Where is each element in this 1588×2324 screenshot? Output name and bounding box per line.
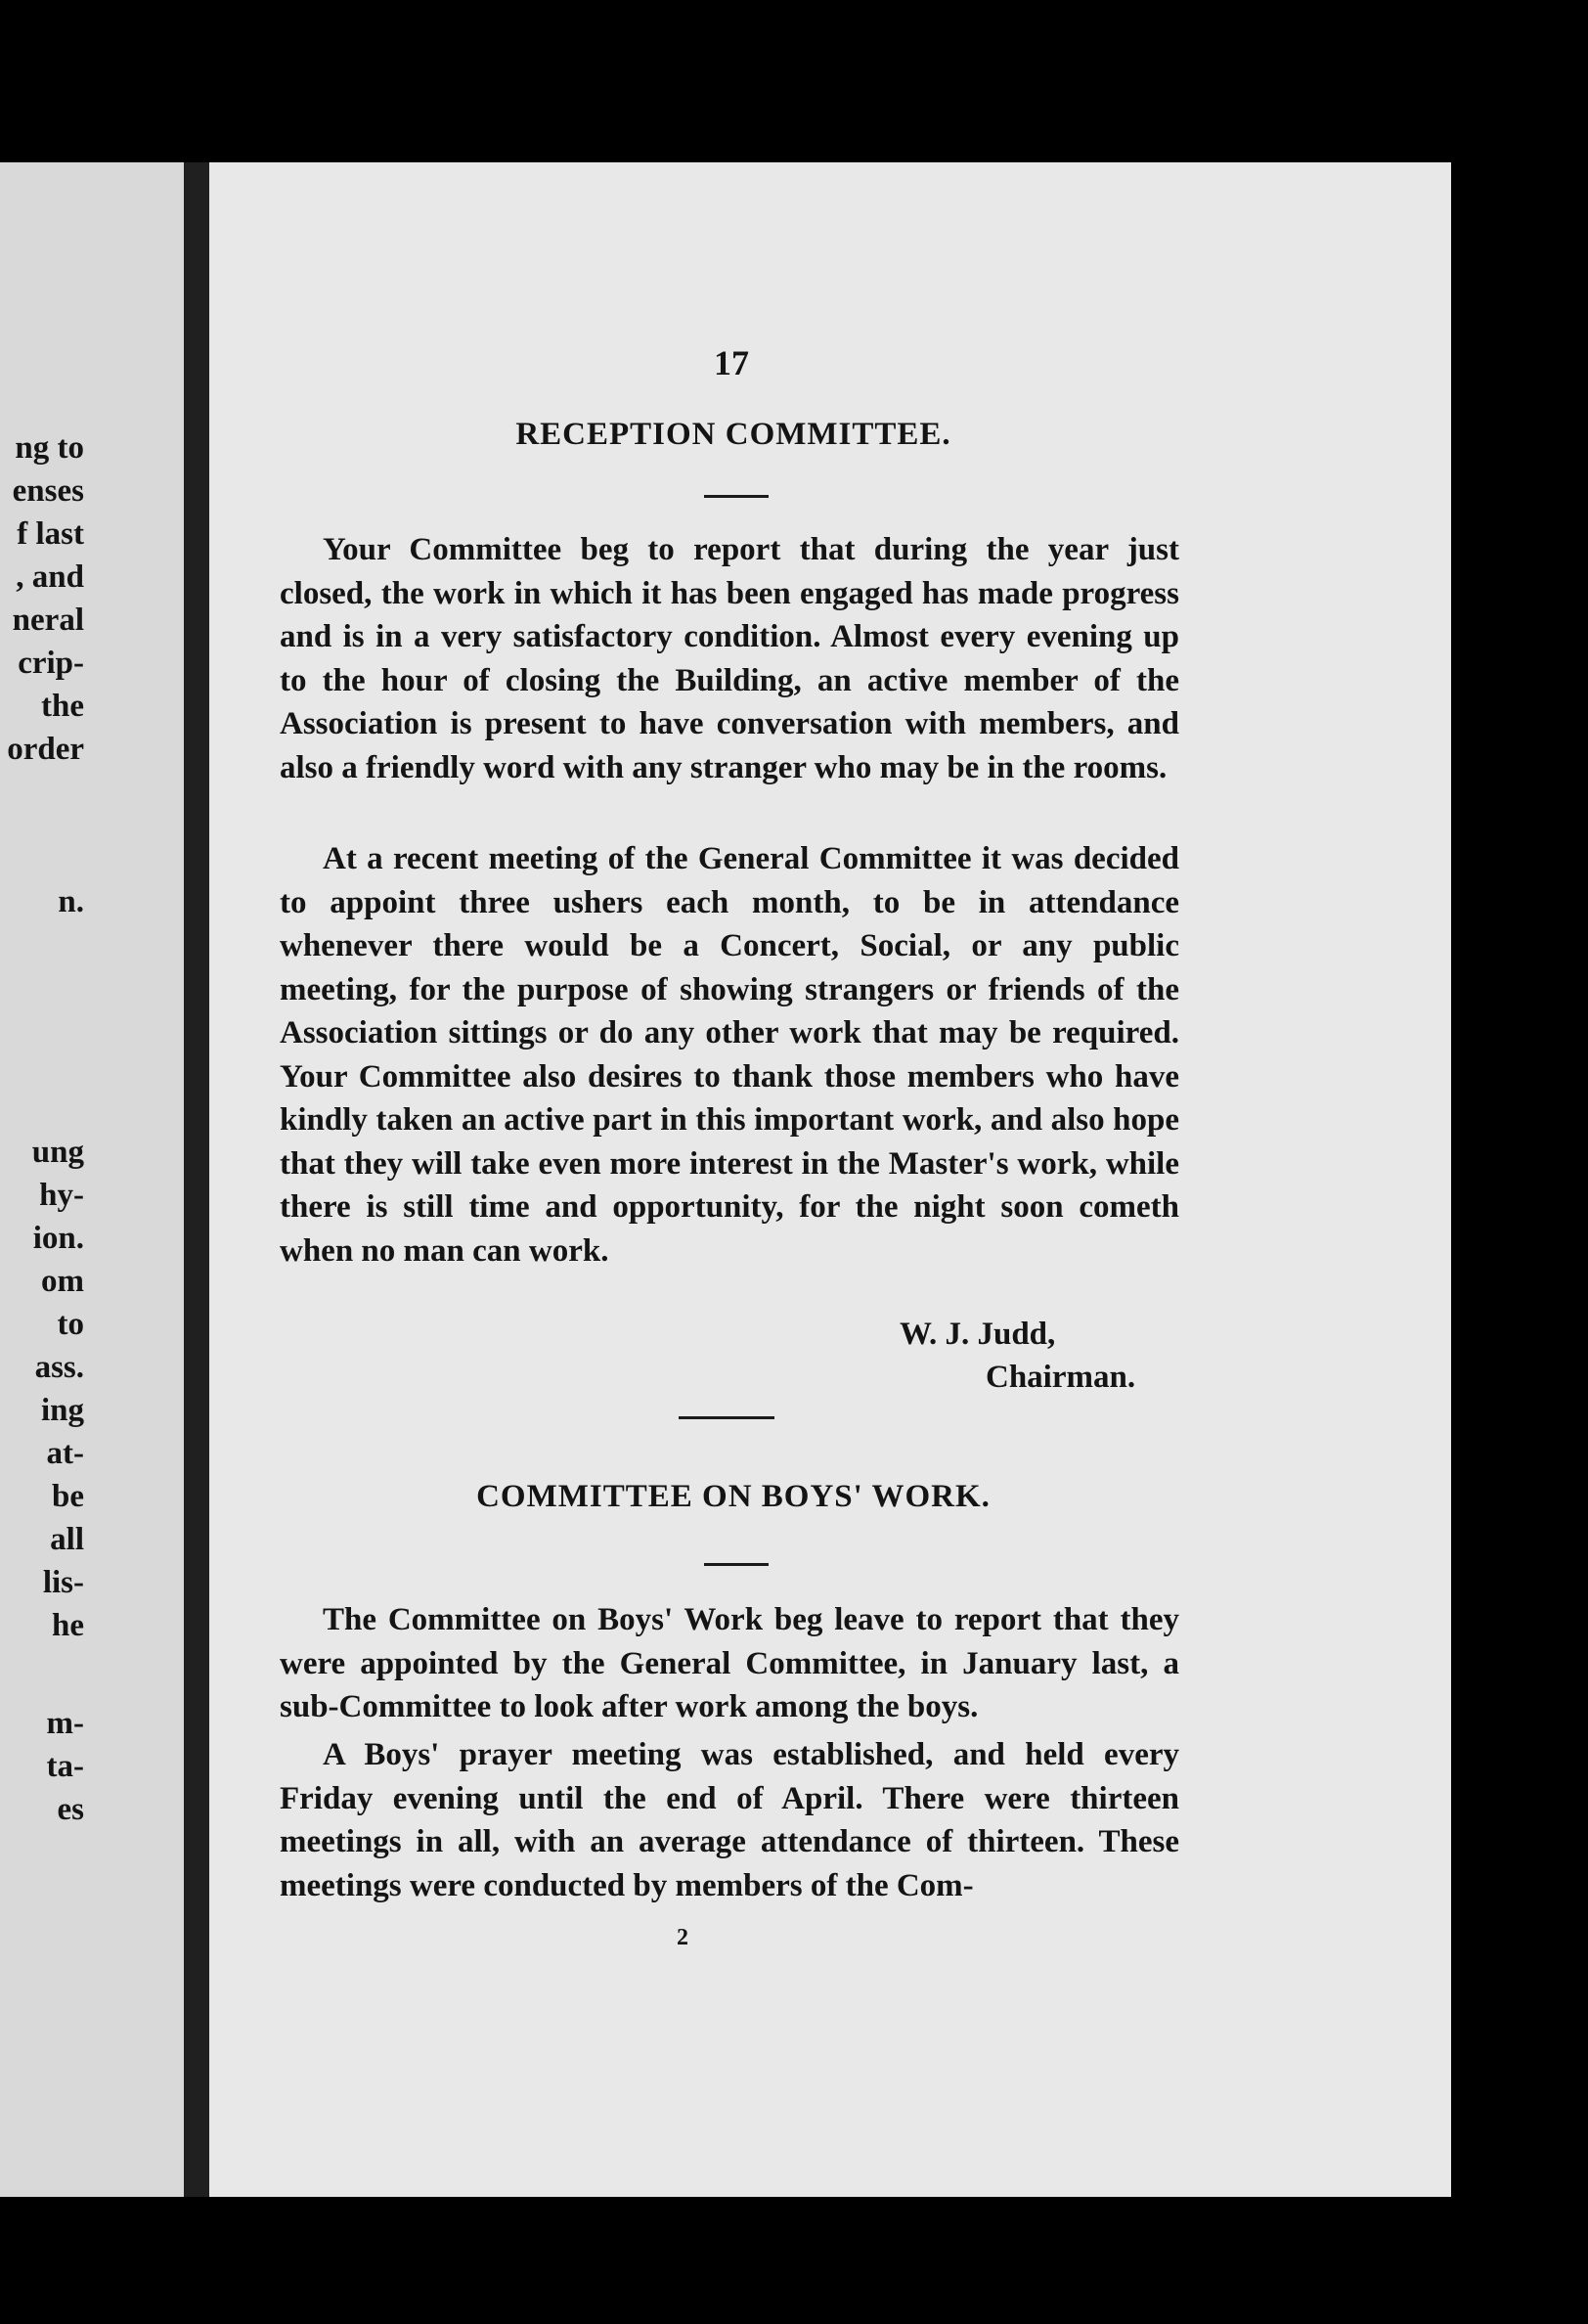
left-fragment: m- [46,1706,84,1741]
left-fragment: enses [12,473,84,509]
signature-title: Chairman. [986,1360,1136,1395]
section-heading: RECEPTION COMMITTEE. [515,417,951,452]
left-fragment: ung [31,1135,84,1170]
left-fragment: at- [46,1436,84,1471]
page-number: 17 [714,343,749,382]
signature-mark: 2 [677,1925,688,1950]
left-fragment: to [57,1307,84,1342]
left-fragment: ion. [32,1221,84,1256]
divider [704,1563,769,1566]
left-page-edge [0,162,186,2197]
left-fragment: ass. [34,1350,84,1385]
left-fragment: es [57,1792,84,1827]
left-fragment: ing [40,1393,84,1428]
left-fragment: he [52,1608,84,1643]
left-fragment: hy- [39,1178,84,1213]
book-gutter [184,162,209,2197]
scan-border-top [0,0,1588,162]
scan-border-right [1451,0,1588,2324]
scan-border-bottom [0,2197,1588,2324]
left-fragment: om [41,1264,84,1299]
divider [704,495,769,498]
left-fragment: the [41,689,84,724]
left-fragment: lis- [42,1565,84,1600]
left-fragment: ng to [15,430,84,466]
left-fragment: be [52,1479,84,1514]
signature-name: W. J. Judd, [900,1317,1056,1352]
left-fragment: ta- [46,1749,84,1784]
left-fragment: , and [16,559,84,595]
section-heading: COMMITTEE ON BOYS' WORK. [476,1479,991,1514]
paragraph: A Boys' prayer meeting was established, and held every Friday evening until the end of April. There were thirteen meetings in all, with an average attendance of thirteen. These meetings were conducted by members of the Com- [280,1737,1179,1903]
left-fragment: n. [58,884,84,919]
left-fragment: order [7,732,84,767]
divider [679,1416,774,1419]
left-fragment: f last [17,516,84,552]
paragraph: The Committee on Boys' Work beg leave to report that they were appointed by the General Committee, in January last, a sub-Committee to look after work among the boys. [280,1602,1179,1724]
paragraph: At a recent meeting of the General Committee it was decided to appoint three ushers each month, to be in attendance whenever there would be a Concert, Social, or any public meeting, for the purpose of showing strangers or friends of the Association sittings or do any other work that may be required. Your Committee also desires to thank those members who have kindly taken an active part in this important work, and also hope that they will take even more interest in the Master's work, while there is still time and opportunity, for the night soon cometh when no man can work. [280,841,1179,1269]
paragraph: Your Committee beg to report that during the year just closed, the work in which it has been engaged has made progress and is in a very satisfactory condition. Almost every evening up to the hour of closing the Building, an active member of the Association is present to have conversation with members, and also a friendly word with any stranger who may be in the rooms. [280,532,1179,785]
left-fragment: crip- [18,646,84,681]
left-fragment: all [50,1522,84,1557]
left-fragment: neral [12,603,84,638]
